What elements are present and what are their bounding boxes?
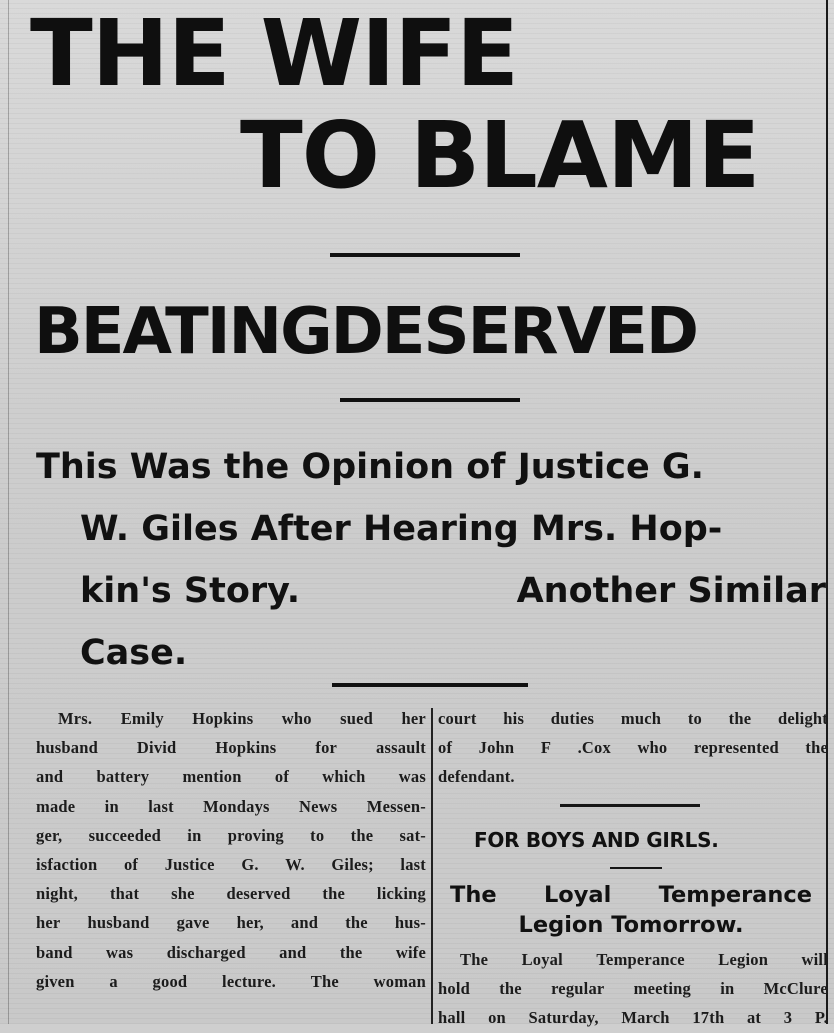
word: Justice — [164, 855, 215, 875]
word: Legion — [718, 950, 769, 969]
word: good — [152, 971, 188, 991]
section-body-line — [438, 974, 828, 1003]
word: the — [322, 884, 345, 904]
word: the — [805, 738, 828, 758]
word: to — [687, 709, 702, 728]
deck-line-1: This Was the Opinion of Justice G. — [36, 447, 704, 487]
word: the — [350, 825, 374, 845]
word: husband — [87, 913, 150, 933]
word: hus- — [394, 913, 426, 933]
word: court — [438, 709, 477, 728]
section-subhead — [450, 880, 812, 940]
word: .Cox — [577, 738, 611, 758]
word: night, — [36, 884, 79, 904]
word: P. — [814, 1008, 828, 1028]
word: Temperance — [658, 882, 812, 908]
word: Loyal — [521, 950, 563, 969]
word: Divid — [136, 738, 177, 758]
word: Hopkins — [192, 709, 254, 728]
article-left-line — [36, 850, 426, 879]
word: was — [398, 767, 426, 787]
word: that — [109, 884, 140, 904]
word: F — [540, 738, 552, 758]
article-left-line — [36, 792, 426, 821]
article-right-line — [438, 704, 828, 733]
headline-line-3: BEATINGDESERVED — [34, 295, 697, 369]
word: isfaction — [36, 855, 98, 875]
article-column-left — [36, 704, 426, 996]
word: who — [281, 709, 312, 728]
word: for — [315, 738, 338, 758]
word: Mondays — [203, 796, 270, 816]
word: in — [720, 979, 735, 999]
word: of — [123, 855, 139, 875]
word: her, — [236, 913, 264, 933]
word: the — [499, 979, 522, 999]
word: W. — [285, 855, 305, 875]
word: The — [310, 971, 339, 991]
article-left-line — [36, 821, 426, 850]
article-left-line — [36, 879, 426, 908]
word: mention — [182, 767, 242, 787]
word: at — [746, 1008, 762, 1028]
article-left-line — [36, 704, 426, 733]
word: a — [109, 971, 118, 991]
word: in — [187, 825, 202, 845]
word: last — [400, 855, 426, 875]
word: made — [36, 796, 76, 816]
page-edge-left — [8, 0, 9, 1024]
word: G. — [241, 855, 259, 875]
word: given — [36, 971, 75, 991]
word: represented — [693, 738, 779, 758]
word: sat- — [399, 825, 426, 845]
word: delight — [777, 709, 828, 728]
word: the — [345, 913, 368, 933]
section-subhead-line-1 — [450, 880, 812, 910]
word: battery — [96, 767, 150, 787]
word: John — [478, 738, 515, 758]
section-title: FOR BOYS AND GIRLS. — [474, 828, 719, 852]
subheadline-rule — [340, 398, 520, 402]
word: wife — [395, 942, 426, 962]
word: lecture. — [222, 971, 277, 991]
section-subhead-line-2: Legion Tomorrow. — [518, 912, 744, 938]
page-edge-right — [826, 0, 828, 1024]
word: his — [503, 709, 525, 728]
word: Mrs. — [58, 709, 93, 728]
section-body-line — [438, 1003, 828, 1032]
word: to — [310, 825, 325, 845]
section-body-line — [438, 945, 828, 974]
article-left-line — [36, 908, 426, 937]
word: The — [450, 882, 497, 908]
word: regular — [551, 979, 605, 999]
headline-rule — [330, 253, 520, 257]
word: and — [36, 767, 64, 787]
word: licking — [376, 884, 426, 904]
word: husband — [36, 738, 98, 758]
word: Giles; — [331, 855, 374, 875]
word: last — [148, 796, 174, 816]
headline-line-2: TO BLAME — [240, 102, 760, 209]
word: McClure — [763, 979, 828, 999]
word: which — [322, 767, 366, 787]
word: meeting — [633, 979, 691, 999]
word: gave — [176, 913, 210, 933]
column-divider — [431, 708, 433, 1024]
word: Messen- — [366, 796, 426, 816]
word: hall — [438, 1008, 466, 1028]
word: and — [290, 913, 319, 933]
word: sued — [340, 709, 374, 728]
word: deserved — [226, 884, 291, 904]
deck-line-3-right: Another Similar — [516, 571, 826, 611]
section-rule — [560, 804, 700, 807]
word: News — [299, 796, 338, 816]
section-title-rule — [610, 867, 662, 869]
deck-line-3 — [36, 560, 826, 622]
word: Saturday, — [528, 1008, 599, 1028]
deck-subheadline — [36, 436, 826, 684]
article-column-right — [438, 704, 828, 792]
word: succeeded — [88, 825, 161, 845]
word: Temperance — [596, 950, 685, 969]
word: woman — [373, 971, 426, 991]
deck-line-3-left: kin's Story. — [80, 571, 301, 611]
word: proving — [227, 825, 284, 845]
word: she — [171, 884, 195, 904]
word: 3 — [783, 1008, 793, 1028]
word: the — [728, 709, 752, 728]
word: her — [401, 709, 426, 728]
word: on — [488, 1008, 506, 1028]
article-left-line — [36, 762, 426, 791]
word: band — [36, 942, 73, 962]
word: March — [621, 1008, 670, 1028]
word: 17th — [692, 1008, 725, 1028]
word: duties — [550, 709, 595, 728]
deck-line-2: W. Giles After Hearing Mrs. Hop- — [80, 509, 723, 549]
article-left-line — [36, 733, 426, 762]
word: and — [279, 942, 307, 962]
word: ger, — [36, 825, 63, 845]
article-left-line — [36, 938, 426, 967]
article-right-line — [438, 733, 828, 762]
word: hold — [438, 979, 470, 999]
deck-line-4: Case. — [80, 633, 188, 673]
article-start-rule — [332, 683, 528, 687]
article-right-line: defendant. — [438, 767, 515, 787]
word: will — [801, 950, 828, 969]
word: was — [106, 942, 134, 962]
article-left-line — [36, 967, 426, 996]
word: The — [460, 950, 489, 969]
word: who — [637, 738, 668, 758]
word: her — [36, 913, 61, 933]
word: Loyal — [543, 882, 612, 908]
word: of — [274, 767, 290, 787]
word: much — [620, 709, 662, 728]
word: Emily — [120, 709, 164, 728]
word: assault — [376, 738, 426, 758]
word: of — [438, 738, 453, 758]
section-body — [438, 945, 828, 1033]
headline-line-1: THE WIFE — [30, 0, 519, 107]
word: Hopkins — [215, 738, 277, 758]
word: the — [339, 942, 363, 962]
word: in — [104, 796, 119, 816]
word: discharged — [166, 942, 246, 962]
